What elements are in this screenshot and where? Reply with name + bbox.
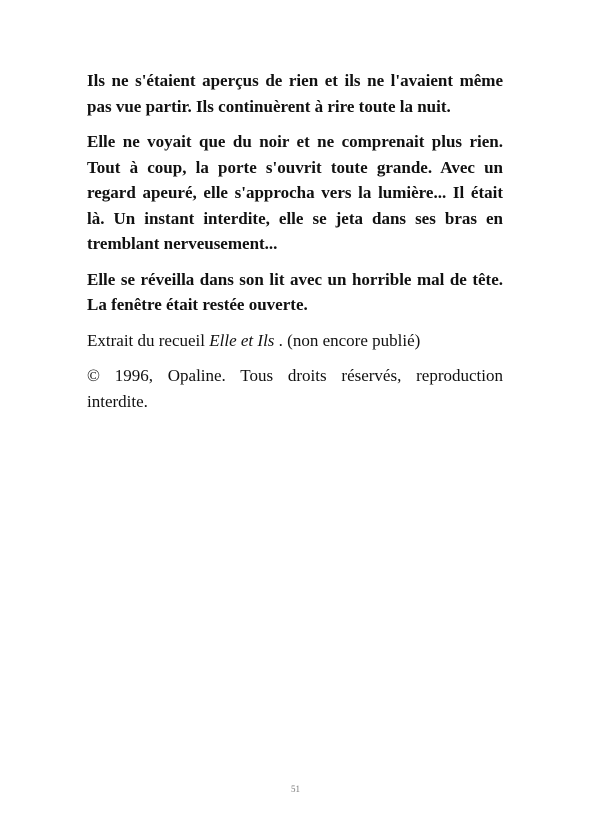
source-prefix: Extrait du recueil [87,330,210,350]
paragraph-1: Ils ne s'étaient aperçus de rien et ils ne l'avaient même pas vue partir. Ils continuèrent à rire toute la nuit. [87,71,503,116]
copyright-notice: © 1996, Opaline. Tous droits réservés, reproduction interdite. [87,366,503,411]
page-number: 51 [291,784,300,794]
source-line [87,328,503,354]
source-suffix: . (non encore publié) [274,330,421,350]
document-body [87,68,503,424]
paragraph-3: Elle se réveilla dans son lit avec un horrible mal de tête. La fenêtre était restée ouverte. [87,269,503,314]
collection-title: Elle et Ils [209,330,275,350]
paragraph-2: Elle ne voyait que du noir et ne comprenait plus rien. Tout à coup, la porte s'ouvrit toute grande. Avec un regard apeuré, elle s'approcha vers la lumière... Il était là. Un instant interdite, elle se jeta dans ses bras en tremblant nerveusement... [87,132,503,253]
